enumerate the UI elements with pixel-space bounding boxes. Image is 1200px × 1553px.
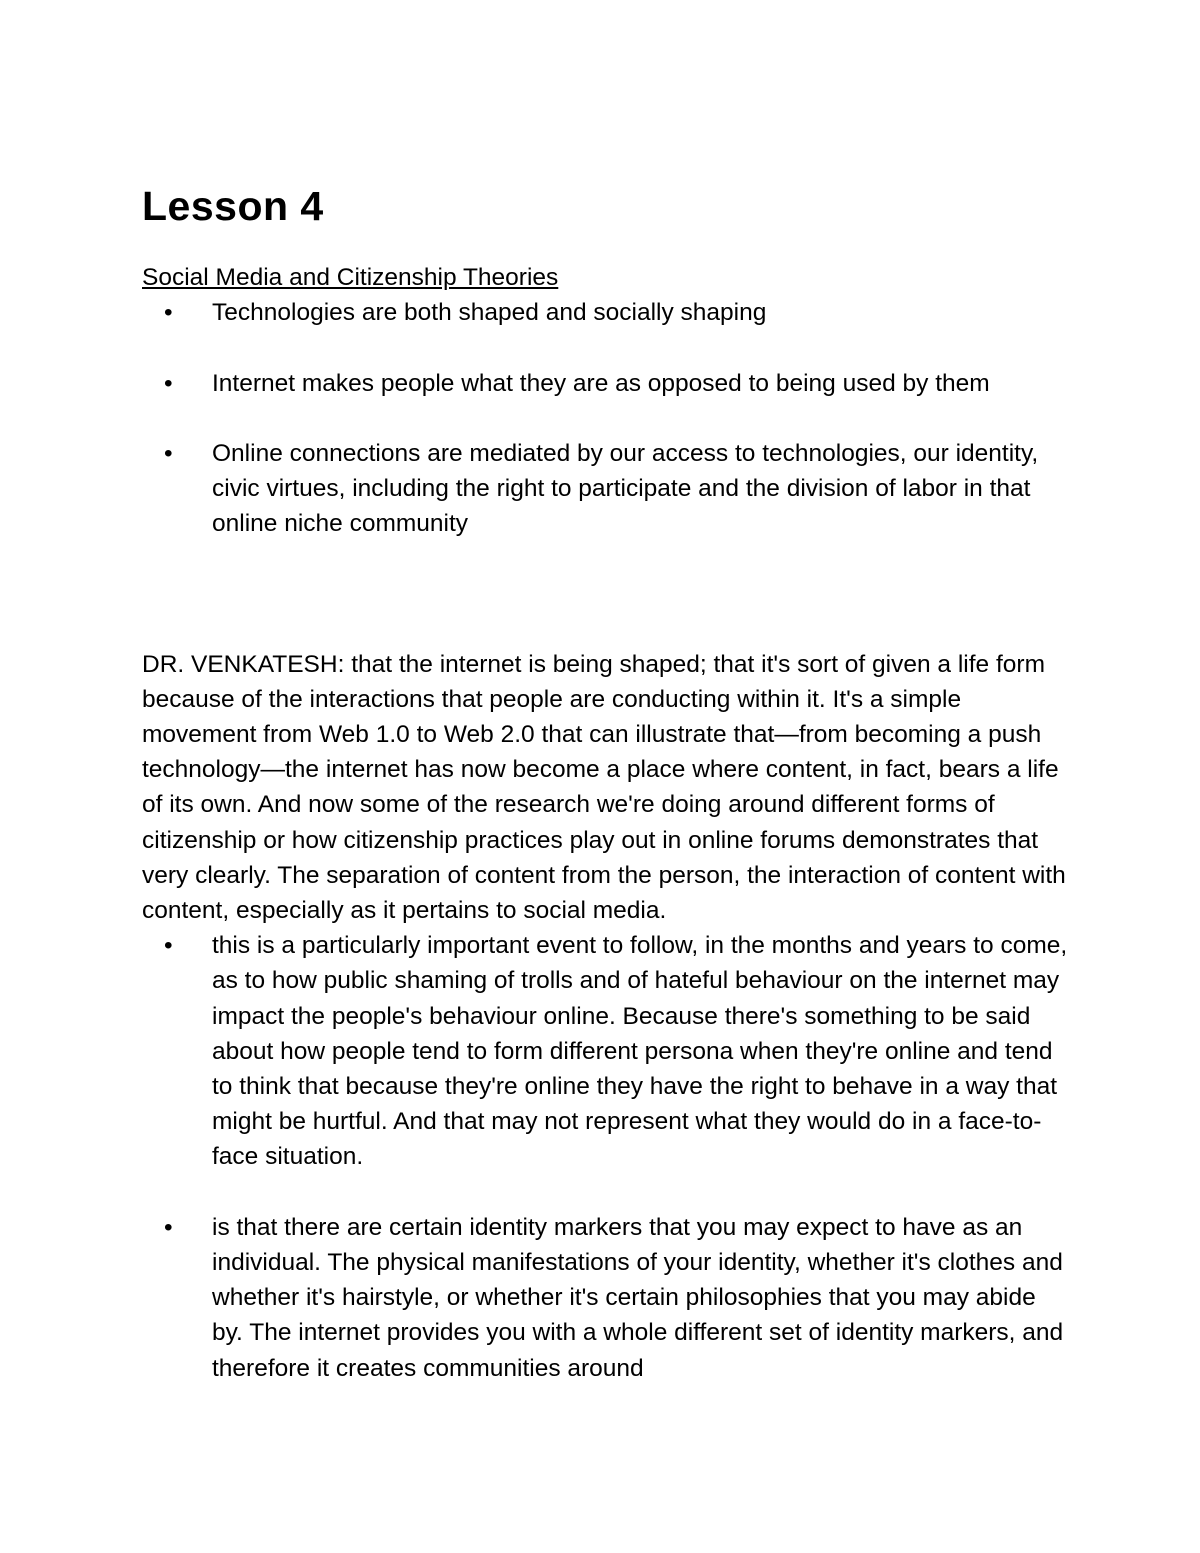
bullet-icon: • bbox=[164, 439, 173, 467]
list-item-text: is that there are certain identity markers that you may expect to have as an individual. The physical manifestations of your identity, whether it's clothes and whether it's hairstyle, or whether it's certain philosophies that you may abide by. The internet provides you with a whole different set of identity markers, and therefore it creates communities around bbox=[212, 1213, 1064, 1382]
page-title: Lesson 4 bbox=[142, 183, 324, 229]
list-item-text: Online connections are mediated by our access to technologies, our identity, civic virtues, including the right to participate and the division of labor in that online niche community bbox=[212, 439, 1039, 538]
list-item-text: Internet makes people what they are as opposed to being used by them bbox=[212, 369, 990, 397]
list-item bbox=[142, 295, 1072, 330]
document-page bbox=[142, 178, 1072, 1386]
second-bullet-list bbox=[142, 928, 1072, 1386]
list-item-text: Technologies are both shaped and socially shaping bbox=[212, 299, 767, 327]
list-item bbox=[142, 436, 1072, 542]
bullet-icon: • bbox=[164, 932, 173, 960]
bullet-icon: • bbox=[164, 369, 173, 397]
first-bullet-list bbox=[142, 295, 1072, 541]
list-item-text: this is a particularly important event to follow, in the months and years to come, as to how public shaming of trolls and of hateful behaviour on the internet may impact the people's behaviour online. Because there's something to be said about how people tend to form different persona when they're online and tend to think that because they're online they have the right to behave in a way that might be hurtful. And that may not represent what they would do in a face-to-face situation. bbox=[212, 932, 1068, 1171]
list-item bbox=[142, 928, 1072, 1174]
bullet-icon: • bbox=[164, 1213, 173, 1241]
body-paragraph: DR. VENKATESH: that the internet is being shaped; that it's sort of given a life form because of the interactions that people are conducting within it. It's a simple movement from Web 1.0 to Web 2.0 that can illustrate that—from becoming a push technology—the internet has now become a place where content, in fact, bears a life of its own. And now some of the research we're doing around different forms of citizenship or how citizenship practices play out in online forums demonstrates that very clearly. The separation of content from the person, the interaction of content with content, especially as it pertains to social media. bbox=[142, 650, 1066, 925]
list-item bbox=[142, 366, 1072, 401]
section-heading: Social Media and Citizenship Theories bbox=[142, 264, 559, 291]
list-item bbox=[142, 1210, 1072, 1386]
bullet-icon: • bbox=[164, 299, 173, 327]
